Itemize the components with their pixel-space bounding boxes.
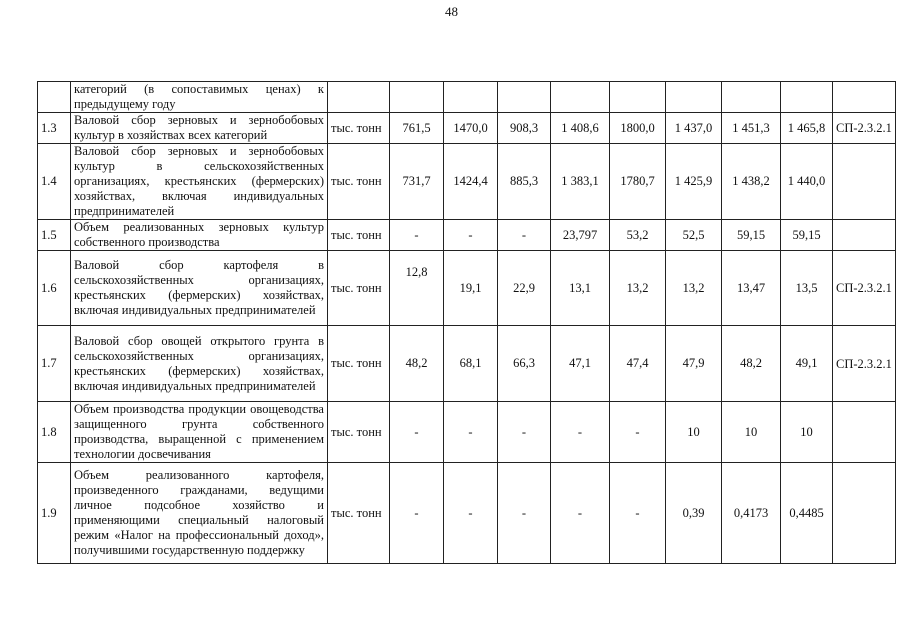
row-number: 1.4	[38, 144, 71, 220]
reference-cell	[833, 144, 896, 220]
reference-cell: СП-2.3.2.1	[833, 251, 896, 326]
value-cell: 49,1	[781, 326, 833, 402]
row-number: 1.8	[38, 402, 71, 463]
unit-cell: тыс. тонн	[328, 251, 390, 326]
value-cell: 1 383,1	[551, 144, 610, 220]
row-number	[38, 82, 71, 113]
value-cell	[781, 82, 833, 113]
value-cell: -	[498, 463, 551, 564]
value-cell: 19,1	[444, 251, 498, 326]
value-cell: 10	[781, 402, 833, 463]
value-cell: -	[444, 220, 498, 251]
indicator-name: Валовой сбор картофеля в сельскохозяйственных организациях, крестьянских (фермерских) хозяйствах, включая индивидуальных предпринимателей	[71, 251, 328, 326]
value-cell: 23,797	[551, 220, 610, 251]
value-cell: -	[390, 220, 444, 251]
value-cell: 0,39	[666, 463, 722, 564]
value-cell: -	[610, 463, 666, 564]
table-row	[38, 144, 896, 220]
value-cell: -	[498, 220, 551, 251]
value-cell: 68,1	[444, 326, 498, 402]
row-number: 1.5	[38, 220, 71, 251]
value-cell: 22,9	[498, 251, 551, 326]
value-cell: 47,1	[551, 326, 610, 402]
table-row	[38, 463, 896, 564]
value-cell	[666, 82, 722, 113]
value-cell: 0,4485	[781, 463, 833, 564]
value-cell	[722, 82, 781, 113]
indicator-name: Валовой сбор овощей открытого грунта в сельскохозяйственных организациях, крестьянских (фермерских) хозяйствах, включая индивидуальных предпринимателей	[71, 326, 328, 402]
indicators-table	[37, 81, 896, 564]
value-cell: 1 438,2	[722, 144, 781, 220]
value-cell: 10	[722, 402, 781, 463]
value-cell: 1470,0	[444, 113, 498, 144]
value-cell	[498, 82, 551, 113]
value-cell: -	[390, 463, 444, 564]
unit-cell: тыс. тонн	[328, 144, 390, 220]
value-cell: 66,3	[498, 326, 551, 402]
value-cell: -	[444, 402, 498, 463]
row-number: 1.3	[38, 113, 71, 144]
value-cell	[444, 82, 498, 113]
indicator-name: Валовой сбор зерновых и зернобобовых культур в хозяйствах всех категорий	[71, 113, 328, 144]
value-cell: 59,15	[781, 220, 833, 251]
table-row	[38, 326, 896, 402]
value-cell: 761,5	[390, 113, 444, 144]
value-cell: 13,2	[610, 251, 666, 326]
value-cell: 1780,7	[610, 144, 666, 220]
table-row	[38, 82, 896, 113]
value-cell: -	[390, 402, 444, 463]
value-cell: 47,9	[666, 326, 722, 402]
value-cell: 13,5	[781, 251, 833, 326]
value-cell: 10	[666, 402, 722, 463]
indicator-name: Объем производства продукции овощеводства защищенного грунта собственного производства, выращенной с применением технологии досвечивания	[71, 402, 328, 463]
reference-cell	[833, 220, 896, 251]
reference-cell	[833, 402, 896, 463]
value-cell: 59,15	[722, 220, 781, 251]
row-number: 1.9	[38, 463, 71, 564]
value-cell	[390, 82, 444, 113]
table-row	[38, 113, 896, 144]
page-number: 48	[445, 4, 458, 19]
table-row	[38, 402, 896, 463]
value-cell: -	[551, 402, 610, 463]
value-cell: -	[610, 402, 666, 463]
unit-cell: тыс. тонн	[328, 113, 390, 144]
table-row	[38, 251, 896, 326]
unit-cell	[328, 82, 390, 113]
value-cell: 731,7	[390, 144, 444, 220]
reference-cell: СП-2.3.2.1	[833, 326, 896, 402]
reference-cell	[833, 463, 896, 564]
value-cell: 1 408,6	[551, 113, 610, 144]
value-cell: -	[498, 402, 551, 463]
value-cell: 1 437,0	[666, 113, 722, 144]
value-cell: 1800,0	[610, 113, 666, 144]
unit-cell: тыс. тонн	[328, 402, 390, 463]
indicator-name: Объем реализованного картофеля, произведенного гражданами, ведущими личное подсобное хозяйство и применяющими специальный налоговый режим «Налог на профессиональный доход», получившими государственную поддержку	[71, 463, 328, 564]
value-cell: 1 425,9	[666, 144, 722, 220]
value-cell: 908,3	[498, 113, 551, 144]
value-cell	[551, 82, 610, 113]
value-cell: 1 451,3	[722, 113, 781, 144]
value-cell: 885,3	[498, 144, 551, 220]
row-number: 1.6	[38, 251, 71, 326]
reference-cell: СП-2.3.2.1	[833, 113, 896, 144]
indicator-name: категорий (в сопоставимых ценах) к предыдущему году	[71, 82, 328, 113]
value-cell: 1 465,8	[781, 113, 833, 144]
unit-cell: тыс. тонн	[328, 220, 390, 251]
value-cell: 1 440,0	[781, 144, 833, 220]
indicator-name: Объем реализованных зерновых культур собственного производства	[71, 220, 328, 251]
unit-cell: тыс. тонн	[328, 463, 390, 564]
value-cell: 13,2	[666, 251, 722, 326]
indicator-name: Валовой сбор зерновых и зернобобовых культур в сельскохозяйственных организациях, крестьянских (фермерских) хозяйствах, включая индивидуальных предпринимателей	[71, 144, 328, 220]
value-cell: -	[551, 463, 610, 564]
value-cell: 0,4173	[722, 463, 781, 564]
value-cell: 47,4	[610, 326, 666, 402]
value-cell: 13,1	[551, 251, 610, 326]
value-cell	[610, 82, 666, 113]
value-cell: 1424,4	[444, 144, 498, 220]
value-cell: 52,5	[666, 220, 722, 251]
reference-cell	[833, 82, 896, 113]
value-cell: 48,2	[722, 326, 781, 402]
value-cell: 48,2	[390, 326, 444, 402]
value-cell: 12,8	[390, 251, 444, 326]
table-row	[38, 220, 896, 251]
unit-cell: тыс. тонн	[328, 326, 390, 402]
value-cell: 53,2	[610, 220, 666, 251]
value-cell: 13,47	[722, 251, 781, 326]
value-cell: -	[444, 463, 498, 564]
row-number: 1.7	[38, 326, 71, 402]
